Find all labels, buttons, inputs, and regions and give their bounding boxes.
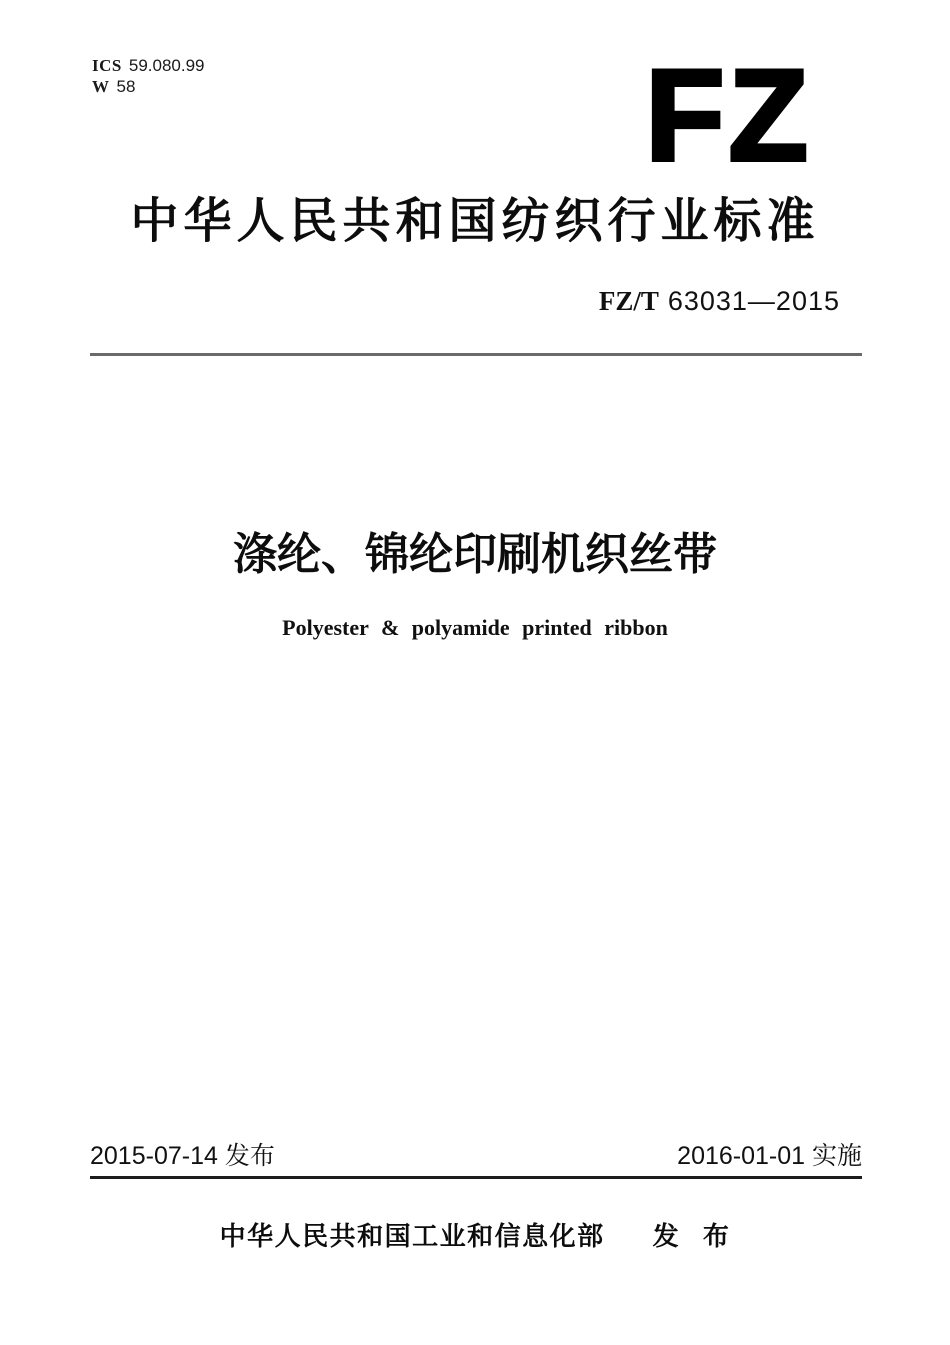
ics-code-line — [92, 55, 205, 76]
publisher-line — [0, 1220, 950, 1252]
top-divider — [90, 353, 862, 356]
bottom-divider — [90, 1176, 862, 1179]
standard-system-title: 中华人民共和国纺织行业标准 — [130, 195, 820, 248]
document-title-en: Polyester & polyamide printed ribbon — [282, 615, 668, 640]
ics-value: 59.080.99 — [128, 56, 205, 75]
ics-block — [92, 55, 205, 97]
issued-by-label: 发 布 — [652, 1221, 731, 1251]
doc-class-value: 58 — [116, 77, 136, 96]
document-title-zh: 涤纶、锦纶印刷机织丝带 — [233, 530, 717, 579]
ics-label: ICS — [92, 56, 122, 75]
date-row — [90, 1142, 862, 1170]
standard-number — [599, 286, 840, 316]
publisher-name: 中华人民共和国工业和信息化部 — [219, 1221, 605, 1251]
implementation-date: 2016-01-01 实施 — [677, 1142, 862, 1170]
standard-number-digits: 63031—2015 — [667, 286, 840, 316]
doc-class-label: W — [92, 77, 110, 96]
doc-class-line — [92, 76, 205, 97]
issue-date: 2015-07-14 发布 — [90, 1142, 275, 1170]
standard-number-prefix: FZ/T — [598, 286, 659, 316]
fz-logo: FZ — [645, 42, 812, 188]
